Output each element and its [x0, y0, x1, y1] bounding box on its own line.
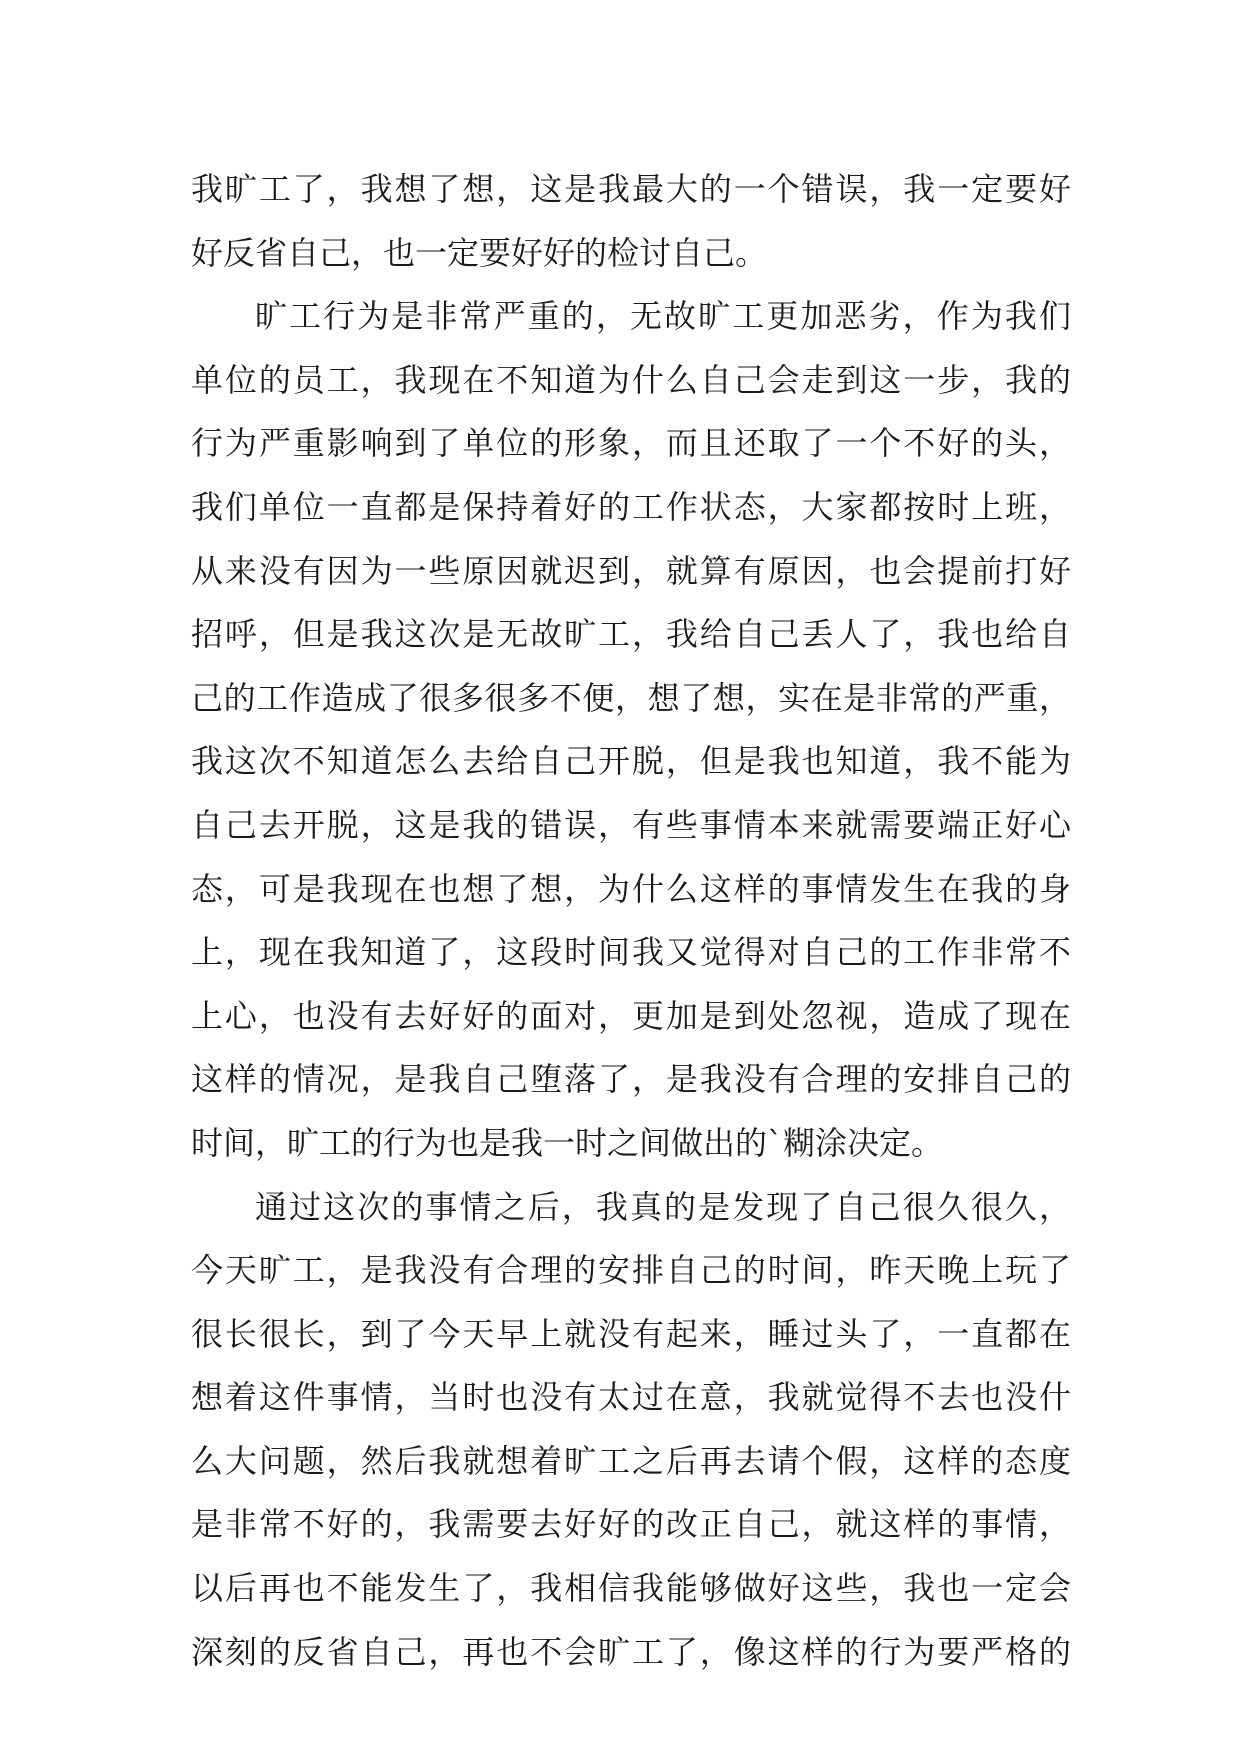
text-line: 从来没有因为一些原因就迟到，就算有原因，也会提前打好: [191, 551, 1071, 590]
text-line: 单位的员工，我现在不知道为什么自己会走到这一步，我的: [191, 360, 1071, 399]
text-line: 很长很长，到了今天早上就没有起来，睡过头了，一直都在: [191, 1314, 1071, 1353]
text-line: 我们单位一直都是保持着好的工作状态，大家都按时上班，: [191, 487, 1071, 526]
text-line: 好反省自己，也一定要好好的检讨自己。: [191, 233, 768, 272]
body-text: [191, 158, 1071, 1684]
text-line: 想着这件事情，当时也没有太过在意，我就觉得不去也没什: [191, 1378, 1071, 1417]
text-line: 时间，旷工的行为也是我一时之间做出的`糊涂决定。: [191, 1123, 944, 1162]
text-line: 我这次不知道怎么去给自己开脱，但是我也知道，我不能为: [191, 742, 1071, 781]
text-line: 我旷工了，我想了想，这是我最大的一个错误，我一定要好: [191, 170, 1071, 208]
text-line: 以后再也不能发生了，我相信我能够做好这些，我也一定会: [191, 1569, 1071, 1608]
text-line: 上心，也没有去好好的面对，更加是到处忽视，造成了现在: [191, 996, 1071, 1035]
text-line: 己的工作造成了很多很多不便，想了想，实在是非常的严重，: [191, 678, 1071, 717]
text-line: 态，可是我现在也想了想，为什么这样的事情发生在我的身: [191, 869, 1071, 908]
text-line: 通过这次的事情之后，我真的是发现了自己很久很久，: [255, 1187, 1071, 1226]
text-line: 行为严重影响到了单位的形象，而且还取了一个不好的头，: [191, 424, 1071, 463]
text-line: 是非常不好的，我需要去好好的改正自己，就这样的事情，: [191, 1505, 1071, 1544]
text-line: 今天旷工，是我没有合理的安排自己的时间，昨天晚上玩了: [191, 1251, 1071, 1290]
text-line: 旷工行为是非常严重的，无故旷工更加恶劣，作为我们: [255, 297, 1071, 336]
text-line: 招呼，但是我这次是无故旷工，我给自己丢人了，我也给自: [191, 615, 1071, 654]
text-line: 自己去开脱，这是我的错误，有些事情本来就需要端正好心: [191, 805, 1071, 844]
text-line: 上，现在我知道了，这段时间我又觉得对自己的工作非常不: [191, 933, 1071, 972]
text-line: 深刻的反省自己，再也不会旷工了，像这样的行为要严格的: [191, 1632, 1071, 1671]
text-line: 么大问题，然后我就想着旷工之后再去请个假，这样的态度: [191, 1441, 1071, 1480]
text-line: 这样的情况，是我自己堕落了，是我没有合理的安排自己的: [191, 1060, 1071, 1099]
